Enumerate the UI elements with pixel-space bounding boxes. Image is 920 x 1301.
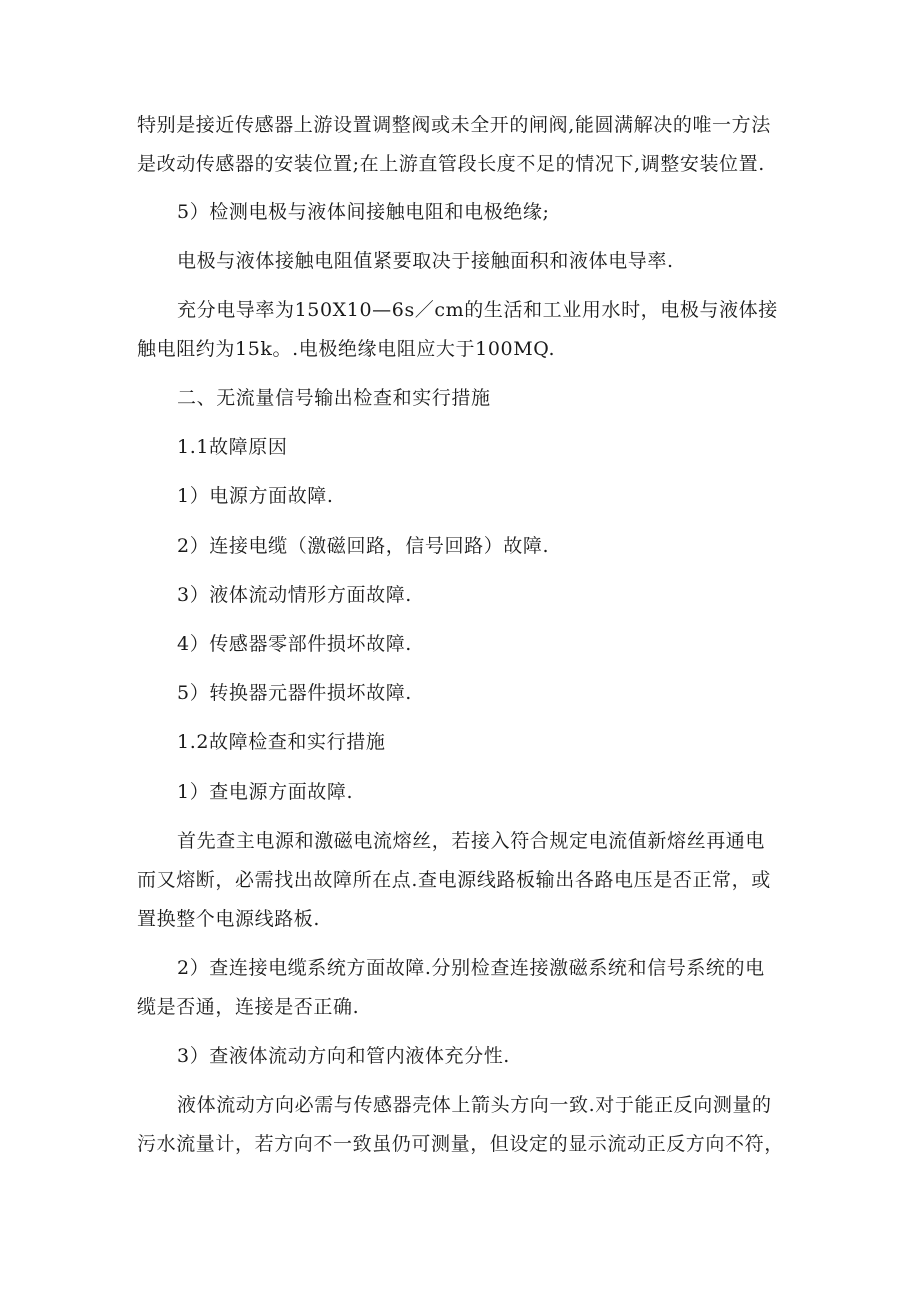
list-item: 1）查电源方面故障. <box>177 781 354 803</box>
subsection-heading: 1.1故障原因 <box>177 436 288 458</box>
subsection-heading: 1.2故障检查和实行措施 <box>177 731 386 753</box>
paragraph-line: 是改动传感器的安装位置;在上游直管段长度不足的情况下,调整安装位置. <box>137 153 765 175</box>
paragraph-line: 污水流量计，若方向不一致虽仍可测量，但设定的显示流动正反方向不符， <box>137 1133 784 1155</box>
list-item: 1）电源方面故障. <box>177 485 334 507</box>
paragraph-line: 缆是否通，连接是否正确. <box>137 996 360 1018</box>
list-item: 3）查液体流动方向和管内液体充分性. <box>177 1045 510 1067</box>
paragraph-line: 触电阻约为15k。.电极绝缘电阻应大于100MQ. <box>137 338 556 360</box>
list-item: 5）转换器元器件损坏故障. <box>177 682 412 704</box>
paragraph-line: 首先查主电源和激磁电流熔丝，若接入符合规定电流值新熔丝再通电 <box>177 830 766 852</box>
list-item: 4）传感器零部件损坏故障. <box>177 633 412 655</box>
paragraph-line: 液体流动方向必需与传感器壳体上箭头方向一致.对于能正反向测量的 <box>177 1094 772 1116</box>
paragraph-line: 置换整个电源线路板. <box>137 908 321 930</box>
paragraph-line: 特别是接近传感器上游设置调整阀或未全开的闸阀,能圆满解决的唯一方法 <box>137 114 771 136</box>
list-item: 2）连接电缆（激磁回路，信号回路）故障. <box>177 535 550 557</box>
section-heading: 二、无流量信号输出检查和实行措施 <box>177 387 491 409</box>
list-item: 5）检测电极与液体间接触电阻和电极绝缘; <box>177 201 550 223</box>
paragraph-line: 而又熔断，必需找出故障所在点.查电源线路板输出各路电压是否正常，或 <box>137 869 771 891</box>
list-item: 3）液体流动情形方面故障. <box>177 584 412 606</box>
paragraph-line: 电极与液体接触电阻值紧要取决于接触面积和液体电导率. <box>177 250 674 272</box>
list-item: 2）查连接电缆系统方面故障.分别检查连接激磁系统和信号系统的电 <box>177 957 765 979</box>
paragraph-line: 充分电导率为150X10—6s／cm的生活和工业用水时，电极与液体接 <box>177 299 778 321</box>
